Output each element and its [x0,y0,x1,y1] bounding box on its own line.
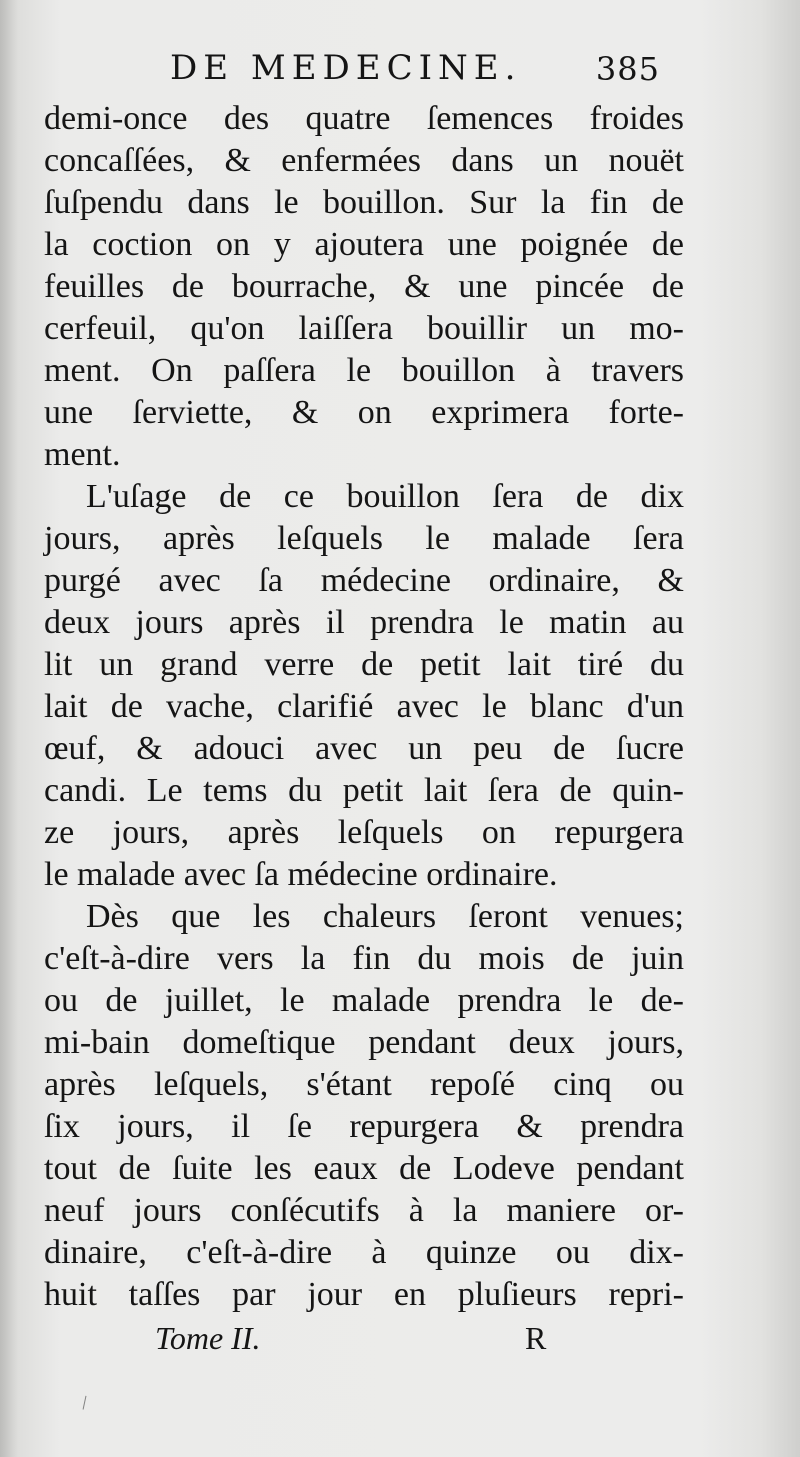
text-line: cerfeuil, qu'on laiſſera bouillir un mo- [44,310,684,347]
text-line: demi-once des quatre ſemences froides [44,100,684,137]
text-line: purgé avec ſa médecine ordinaire, & [44,562,684,599]
signature-mark: R [525,1320,547,1356]
running-title: DE MEDECINE. [170,48,522,88]
text-line: ze jours, après leſquels on repurgera [44,814,684,851]
text-line: L'uſage de ce bouillon ſera de dix [86,478,684,515]
text-line: ou de juillet, le malade prendra le de- [44,982,684,1019]
text-line: neuf jours conſécutifs à la maniere or- [44,1192,684,1229]
text-line: œuf, & adouci avec un peu de ſucre [44,730,684,767]
text-line: jours, après leſquels le malade ſera [44,520,684,557]
text-line: le malade avec ſa médecine ordinaire. [44,856,558,893]
text-line: la coction on y ajoutera une poignée de [44,226,684,263]
text-line: Dès que les chaleurs ſeront venues; [86,898,684,935]
text-line: candi. Le tems du petit lait ſera de quin- [44,772,684,809]
text-line: ment. On paſſera le bouillon à travers [44,352,684,389]
text-line: ment. [44,436,121,473]
page-footer [155,1320,575,1366]
body-text [44,98,684,1316]
text-line: dinaire, c'eſt-à-dire à quinze ou dix- [44,1234,684,1271]
text-line: ſuſpendu dans le bouillon. Sur la fin de [44,184,684,221]
paper-blemish [83,1396,90,1411]
text-line: lait de vache, clarifié avec le blanc d'un [44,688,684,725]
text-line: tout de ſuite les eaux de Lodeve pendant [44,1150,684,1187]
text-line: une ſerviette, & on exprimera forte- [44,394,684,431]
text-line: deux jours après il prendra le matin au [44,604,684,641]
text-line: après leſquels, s'étant repoſé cinq ou [44,1066,684,1103]
text-line: huit taſſes par jour en pluſieurs repri- [44,1276,684,1313]
volume-label: Tome II. [155,1320,261,1356]
text-line: c'eſt-à-dire vers la fin du mois de juin [44,940,684,977]
text-line: feuilles de bourrache, & une pincée de [44,268,684,305]
running-head [170,44,690,94]
page-number: 385 [595,50,660,88]
text-line: concaſſées, & enfermées dans un nouët [44,142,684,179]
text-line: mi-bain domeſtique pendant deux jours, [44,1024,684,1061]
text-line: lit un grand verre de petit lait tiré du [44,646,684,683]
text-line: ſix jours, il ſe repurgera & prendra [44,1108,684,1145]
